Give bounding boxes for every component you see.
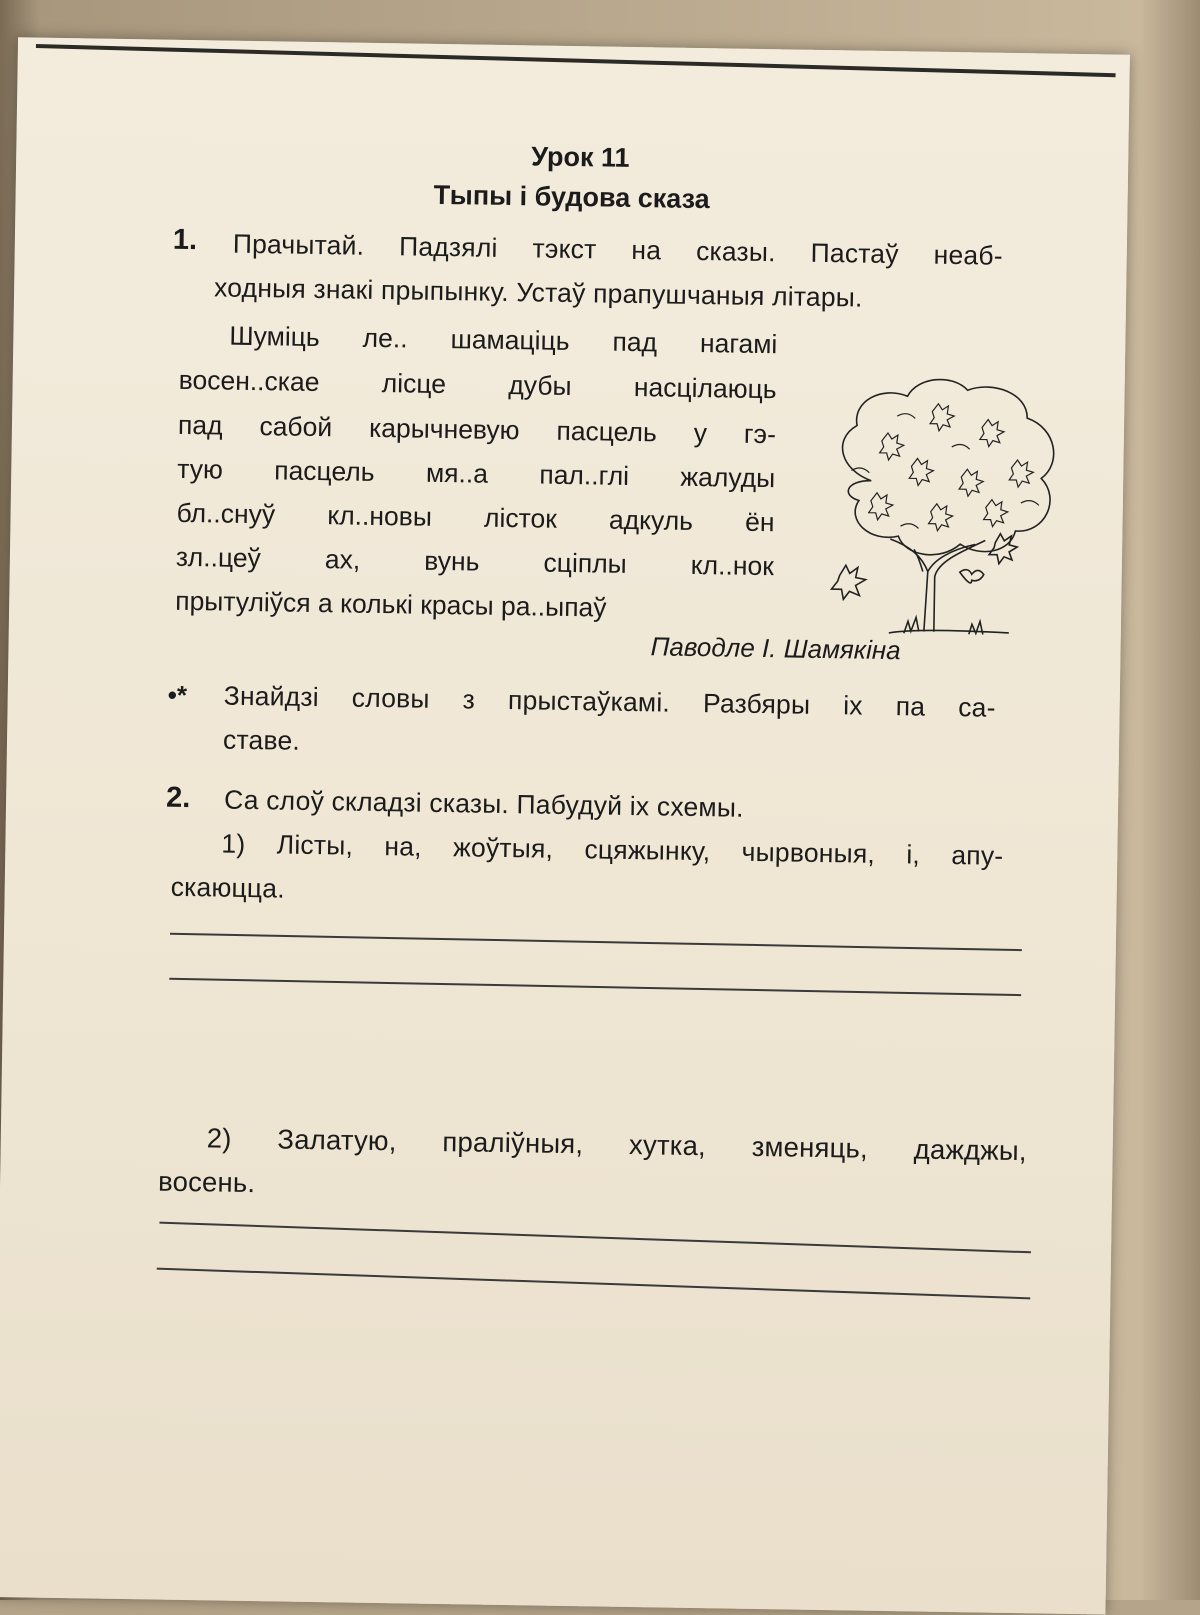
story-line: тую пасцель мя..а пал..глі жалуды bbox=[177, 453, 776, 494]
task1-instruction-line1: Прачытай. Падзялі тэкст на сказы. Пастаў неаб- bbox=[232, 228, 1003, 271]
oak-tree-illustration bbox=[809, 370, 1073, 649]
story-author: Паводле І. Шамякіна bbox=[650, 631, 901, 666]
answer-line bbox=[170, 933, 1022, 951]
task1-extra-line2: ставе. bbox=[222, 724, 301, 756]
answer-line bbox=[159, 1222, 1031, 1254]
task1-number: 1. bbox=[172, 223, 198, 257]
lesson-number: Урок 11 bbox=[531, 141, 630, 173]
story-line: зл..цеў ах, вунь сціплы кл..нок bbox=[175, 541, 775, 582]
story-line: Шуміць ле.. шамаціць пад нагамі bbox=[229, 320, 778, 360]
story-line: прытуліўся а колькі красы ра..ыпаў bbox=[175, 585, 607, 623]
task2-item1-line2: скаюцца. bbox=[170, 871, 286, 904]
lesson-topic: Тыпы і будова сказа bbox=[433, 179, 710, 215]
worksheet-page bbox=[0, 37, 1130, 1614]
task2-item2-line2: восень. bbox=[157, 1165, 256, 1199]
task1-extra-marker: •* bbox=[167, 679, 188, 710]
answer-line bbox=[169, 978, 1021, 996]
task2-item1-line1: 1) Лісты, на, жоўтыя, сцяжынку, чырвоныя, і, апу- bbox=[221, 828, 1004, 871]
story-line: восен..скае лісце дубы насцілаюць bbox=[178, 364, 777, 405]
task1-instruction-line2: ходныя знакі прыпынку. Устаў прапушчаныя літары. bbox=[213, 272, 863, 313]
answer-line bbox=[157, 1268, 1031, 1300]
story-line: бл..снуў кл..новы лісток адкуль ён bbox=[176, 497, 775, 538]
story-line: пад сабой карычневую пасцель у гэ- bbox=[177, 409, 777, 450]
task1-extra-line1: Знайдзі словы з прыстаўкамі. Разбяры іх па са- bbox=[223, 680, 996, 723]
task2-instruction: Са слоў складзі сказы. Пабудуй іх схемы. bbox=[223, 784, 744, 823]
task2-number: 2. bbox=[165, 781, 191, 815]
task2-item2-line1: 2) Залатую, праліўныя, хутка, зменяць, дажджы, bbox=[206, 1122, 1027, 1167]
